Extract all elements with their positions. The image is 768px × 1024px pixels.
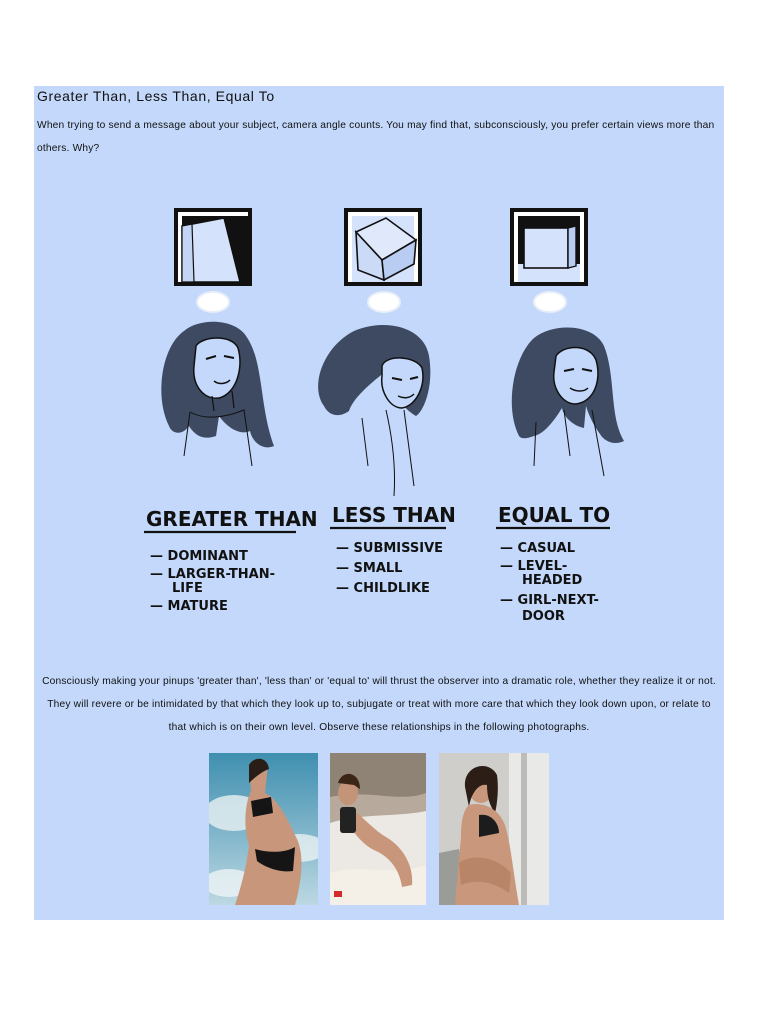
svg-text:— CHILDLIKE: — CHILDLIKE — [336, 581, 430, 596]
svg-text:— SMALL: — SMALL — [336, 561, 403, 576]
woman-eye-level-sketch — [512, 328, 624, 476]
equal-to-symbol-icon — [534, 292, 566, 312]
photo-low-angle — [209, 753, 318, 905]
svg-text:EQUAL TO: EQUAL TO — [498, 503, 611, 527]
svg-text:— DOMINANT: — DOMINANT — [150, 549, 248, 564]
svg-text:LIFE: LIFE — [172, 581, 203, 596]
svg-text:— CASUAL: — CASUAL — [500, 541, 575, 556]
cube-eye-level-icon — [512, 210, 586, 284]
greater-than-symbol-icon — [197, 292, 229, 312]
equal-to-column — [496, 210, 624, 624]
svg-text:HEADED: HEADED — [522, 573, 583, 588]
less-than-column — [318, 210, 456, 596]
svg-text:— LEVEL-: — LEVEL- — [500, 559, 568, 574]
cube-high-angle-icon — [346, 210, 420, 284]
svg-text:<: < — [379, 295, 389, 312]
photo-high-angle — [330, 753, 426, 905]
page-title: Greater Than, Less Than, Equal To — [37, 88, 275, 104]
greater-than-column — [144, 210, 318, 614]
woman-high-angle-sketch — [318, 325, 430, 496]
svg-text:— GIRL-NEXT-: — GIRL-NEXT- — [500, 593, 599, 608]
woman-low-angle-sketch — [161, 322, 274, 466]
less-than-symbol-icon — [368, 292, 400, 312]
svg-text:— SUBMISSIVE: — SUBMISSIVE — [336, 541, 444, 556]
svg-text:— MATURE: — MATURE — [150, 599, 228, 614]
intro-paragraph: When trying to send a message about your subject, camera angle counts. You may find that, subconsciously, you prefer certain views more than others. Why? — [37, 120, 715, 154]
camera-angle-illustration — [124, 196, 634, 636]
cube-low-angle-icon — [176, 210, 250, 284]
svg-text:DOOR: DOOR — [522, 609, 565, 624]
svg-text:LESS THAN: LESS THAN — [332, 503, 456, 527]
content-panel — [34, 86, 724, 920]
svg-text:— LARGER-THAN-: — LARGER-THAN- — [150, 567, 276, 582]
svg-text:=: = — [545, 295, 555, 312]
svg-text:>: > — [208, 295, 218, 312]
svg-text:GREATER THAN: GREATER THAN — [146, 507, 318, 531]
outro-paragraph: Consciously making your pinups 'greater than', 'less than' or 'equal to' will thrust the observer into a dramatic role, whether they realize it or not. They will revere or be intimidated by that which they look up to, subjugate or treat with more care that which they look down upon, or relate to that which is on their own level. Observe these relationships in the following photographs. — [42, 676, 716, 733]
photo-eye-level — [439, 753, 549, 905]
